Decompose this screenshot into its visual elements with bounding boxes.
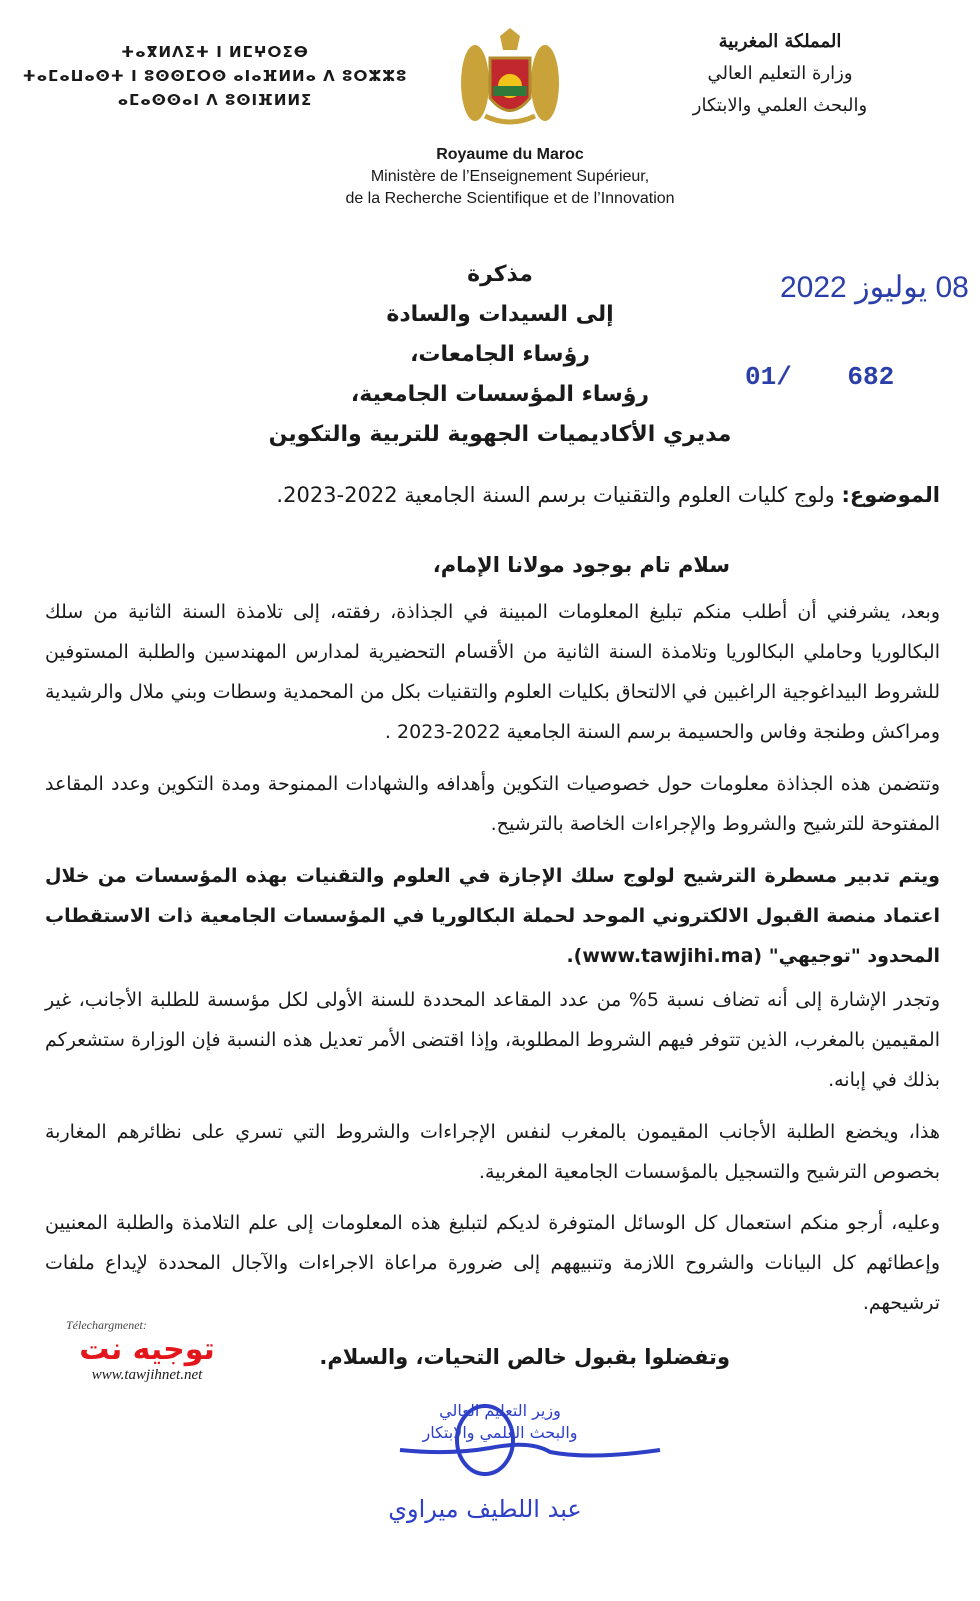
paragraph: هذا، ويخضع الطلبة الأجانب المقيمون بالمغرب لنفس الإجراءات والشروط التي تسري على نظائرهم المغاربة بخصوص الترشيح والتسجيل بالمؤسسات الجامعية المغربية.: [45, 1121, 940, 1183]
recipient-line: رؤساء الجامعات،: [410, 342, 590, 367]
subject-text: ولوج كليات العلوم والتقنيات برسم السنة الجامعية 2022-2023.: [276, 483, 835, 507]
ministry-name-ar: وزارة التعليم العالي: [707, 63, 853, 84]
tifinagh-header: [20, 40, 410, 112]
watermark-url: www.tawjihnet.net: [91, 1367, 203, 1383]
kingdom-name-ar: المملكة المغربية: [718, 31, 842, 52]
paragraph: ويتم تدبير مسطرة الترشيح لولوج سلك الإجازة في العلوم والتقنيات بهذه المؤسسات من خلال اعتماد منصة القبول الالكتروني الموحد لحملة البكالوريا في المؤسسات الجامعية ذات الاستقطاب المحدود "توجيهي" (www.tawjihi.ma).: [45, 865, 940, 967]
signature-scribble-icon: [390, 1400, 670, 1480]
memo-title: مذكرة: [467, 262, 533, 287]
subject-line: [45, 475, 940, 515]
recipients: [250, 255, 750, 455]
ministry-name-fr: Ministère de l’Enseignement Supérieur,: [370, 168, 650, 185]
french-header: [0, 144, 980, 210]
paragraph: وبعد، يشرفني أن أطلب منكم تبليغ المعلومات المبينة في الجذاذة، رفقته، إلى تلامذة السنة الثانية من سلك البكالوريا وحاملي البكالوريا وتلامذة السنة الثانية من الأقسام التحضيرية لمدارس المهندسين والطلبة المستوفين للشروط البيداغوجية الراغبين في الالتحاق بكليات العلوم والتقنيات بكل من المحمدية وسطات وبني ملال والرشيدية ومراكش وطنجة وفاس والحسيمة برسم السنة الجامعية 2022-2023 .: [45, 601, 940, 743]
ministry-name-ar-2: والبحث العلمي والابتكار: [692, 95, 868, 116]
watermark-brand: توجيه نت: [79, 1332, 215, 1367]
paragraph: وعليه، أرجو منكم استعمال كل الوسائل المتوفرة لديكم لتبليغ هذه المعلومات إلى علم التلامذة والطلبة المعنيين وإعطائهم كل البيانات والشروح اللازمة وتنبيههم إلى ضرورة مراعاة الاجراءات والآجال المحددة لإيداع ملفات ترشيحهم.: [45, 1212, 940, 1314]
recipient-line: إلى السيدات والسادة: [386, 302, 614, 327]
watermark-logo: [62, 1318, 232, 1384]
tifinagh-line: ⵜⴰⴳⵍⴷⵉⵜ ⵏ ⵍⵎⵖⵔⵉⴱ: [121, 43, 309, 61]
signature-title: والبحث العلمي والابتكار: [422, 1423, 578, 1442]
watermark-label: Télechargmenet:: [66, 1318, 147, 1332]
kingdom-name-fr: Royaume du Maroc: [436, 146, 584, 163]
ministry-name-fr-2: de la Recherche Scientifique et de l’Innovation: [345, 190, 675, 207]
signatory-name: عبد اللطيف ميراوي: [388, 1495, 582, 1523]
paragraph: وتجدر الإشارة إلى أنه تضاف نسبة 5% من عدد المقاعد المحددة للسنة الأولى لكل مؤسسة للطلبة الأجانب، غير المقيمين بالمغرب، الذين تتوفر فيهم الشروط المطلوبة، وإذا اقتضى الأمر تعديل هذه النسبة فإن الوزارة ستشعركم بذلك في إبانه.: [45, 989, 940, 1091]
closing: وتفضلوا بقبول خالص التحيات، والسلام.: [319, 1345, 730, 1369]
signature-title: وزير التعليم العالي: [439, 1401, 561, 1420]
signature-block: [330, 1400, 670, 1444]
recipient-line: رؤساء المؤسسات الجامعية،: [350, 382, 650, 407]
subject-label: الموضوع:: [841, 483, 940, 507]
recipient-line: مديري الأكاديميات الجهوية للتربية والتكوين: [268, 422, 732, 447]
tifinagh-line: ⵜⴰⵎⴰⵡⴰⵙⵜ ⵏ ⵓⵙⵙⵎⵔⵙ ⴰⵏⴰⴼⵍⵍⴰ ⴷ ⵓⵔⵣⵣⵓ: [22, 67, 408, 85]
coat-of-arms-icon: [455, 28, 565, 128]
paragraph: وتتضمن هذه الجذاذة معلومات حول خصوصيات التكوين وأهدافه والشهادات الممنوحة ومدة التكوين وعدد المقاعد المفتوحة للترشيح والشروط والإجراءات الخاصة بالترشيح.: [45, 773, 940, 835]
arabic-header: [640, 26, 920, 122]
greeting: سلام تام بوجود مولانا الإمام،: [432, 553, 730, 577]
date-stamp: 08 يوليوز 2022: [780, 271, 969, 304]
reference-number: 01/ 682: [745, 362, 895, 392]
tifinagh-line: ⴰⵎⴰⵙⵙⴰⵏ ⴷ ⵓⵙⵏⴼⵍⵍⵉ: [117, 91, 313, 109]
